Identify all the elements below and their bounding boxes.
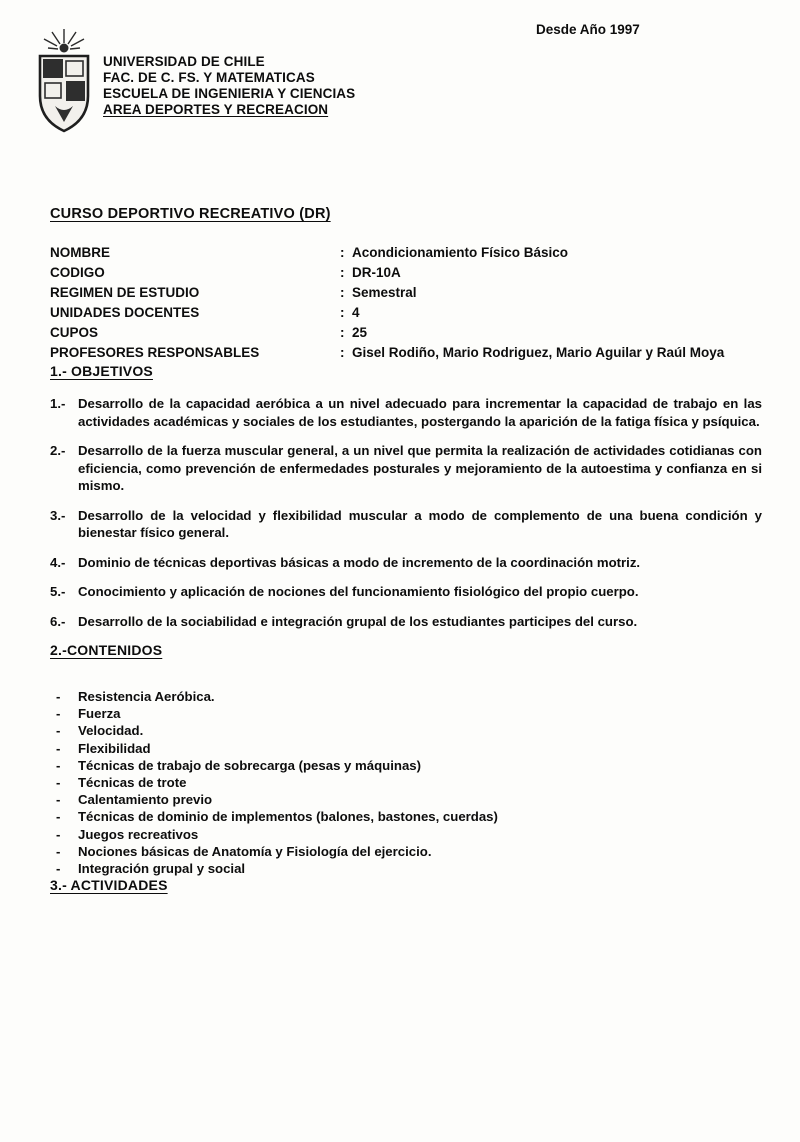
field-colon: :: [340, 285, 345, 300]
field-label: REGIMEN DE ESTUDIO: [50, 285, 200, 300]
field-label: UNIDADES DOCENTES: [50, 305, 200, 320]
objective-text: Desarrollo de la sociabilidad e integración grupal de los estudiantes participes del curso.: [78, 613, 638, 629]
content-dash: -: [56, 706, 61, 722]
field-colon: :: [340, 325, 345, 340]
objective-text: Desarrollo de la fuerza muscular general, a un nivel que permita la realización de actividades cotidianas con eficiencia, como prevención de enfermedades posturales y mejoramiento de la autoestima y confianza en si mismo.: [78, 443, 762, 493]
content-dash: -: [56, 843, 61, 859]
field-row-nombre: [50, 243, 762, 263]
letterhead: [33, 28, 355, 139]
content-item: [50, 808, 762, 825]
content-dash: -: [56, 809, 61, 825]
objective-number: 4.-: [50, 554, 66, 570]
content-dash: -: [56, 775, 61, 791]
content-item: [50, 757, 762, 774]
field-label: NOMBRE: [50, 245, 110, 260]
objective-number: 5.-: [50, 584, 66, 599]
objective-item: [50, 395, 762, 430]
field-value: Semestral: [352, 285, 417, 300]
field-value: Acondicionamiento Físico Básico: [352, 245, 569, 260]
objective-item: [50, 507, 762, 542]
objective-item: [50, 554, 762, 572]
field-value: Gisel Rodiño, Mario Rodriguez, Mario Aguilar y Raúl Moya: [352, 345, 725, 360]
content-text: Calentamiento previo: [78, 792, 213, 808]
institution-name: UNIVERSIDAD DE CHILE: [103, 54, 265, 69]
content-item: [50, 843, 762, 860]
objective-number: 6.-: [50, 613, 66, 629]
field-label: CODIGO: [50, 265, 105, 280]
objective-number: 3.-: [50, 507, 66, 523]
objectives-list: [50, 395, 762, 630]
institution-school: ESCUELA DE INGENIERIA Y CIENCIAS: [103, 86, 356, 101]
section-title-actividades: 3.- ACTIVIDADES: [50, 877, 168, 894]
content-text: Técnicas de trabajo de sobrecarga (pesas y máquinas): [78, 757, 422, 773]
field-value: 4: [352, 305, 360, 320]
content-dash: -: [56, 740, 61, 756]
field-value: DR-10A: [352, 265, 401, 280]
institution-area: AREA DEPORTES Y RECREACION: [103, 102, 329, 117]
content-dash: -: [56, 792, 61, 808]
university-crest-icon: [33, 28, 95, 134]
content-item: [50, 791, 762, 808]
objective-number: 2.-: [50, 443, 66, 458]
field-colon: :: [340, 245, 345, 260]
field-row-codigo: [50, 263, 762, 283]
content-text: Integración grupal y social: [78, 861, 246, 877]
content-item: [50, 860, 762, 877]
content-item: [50, 688, 762, 705]
document-body: [50, 206, 762, 893]
course-info-table: [50, 243, 762, 363]
contents-list: [50, 688, 762, 877]
section-title-objetivos: 1.- OBJETIVOS: [50, 363, 153, 379]
objective-text: Desarrollo de la velocidad y flexibilidad muscular a modo de complemento de una buena condición y bienestar físico general.: [78, 507, 762, 540]
content-item: [50, 705, 762, 722]
field-colon: :: [340, 305, 345, 320]
content-text: Flexibilidad: [78, 740, 151, 756]
field-row-regimen: [50, 283, 762, 303]
field-colon: :: [340, 345, 345, 360]
objective-item: [50, 613, 762, 631]
objective-item: [50, 442, 762, 495]
objective-number: 1.-: [50, 396, 66, 411]
content-text: Nociones básicas de Anatomía y Fisiología del ejercicio.: [78, 843, 432, 859]
content-dash: -: [56, 861, 61, 877]
content-text: Fuerza: [78, 706, 121, 722]
content-dash: -: [56, 723, 61, 739]
field-value: 25: [352, 325, 368, 340]
objective-text: Dominio de técnicas deportivas básicas a modo de incremento de la coordinación motriz.: [78, 554, 641, 570]
section-title-contenidos: 2.-CONTENIDOS: [50, 642, 163, 658]
objective-item: [50, 583, 762, 601]
content-dash: -: [56, 757, 61, 773]
content-text: Velocidad.: [78, 723, 144, 739]
objective-text: Desarrollo de la capacidad aeróbica a un nivel adecuado para incrementar la capacidad de trabajo en las actividades académicas y sociales de los estudiantes, postergando la aparición de la fatiga física y psíquica.: [78, 396, 762, 429]
content-dash: -: [56, 826, 61, 842]
field-row-unidades: [50, 303, 762, 323]
content-item: [50, 774, 762, 791]
course-title: CURSO DEPORTIVO RECREATIVO (DR): [50, 206, 331, 222]
objective-text: Conocimiento y aplicación de nociones del funcionamiento fisiológico del propio cuerpo.: [78, 584, 639, 599]
content-item: [50, 826, 762, 843]
content-text: Técnicas de dominio de implementos (balones, bastones, cuerdas): [78, 809, 498, 825]
since-year-text: Desde Año 1997: [536, 22, 640, 37]
institution-faculty: FAC. DE C. FS. Y MATEMATICAS: [103, 70, 315, 85]
field-row-profesores: [50, 343, 762, 363]
content-dash: -: [56, 689, 61, 704]
field-row-cupos: [50, 323, 762, 343]
content-item: [50, 740, 762, 757]
field-label: CUPOS: [50, 325, 99, 340]
institution-block: [103, 28, 355, 118]
content-text: Resistencia Aeróbica.: [78, 689, 215, 704]
university-logo: [33, 28, 95, 139]
content-text: Técnicas de trote: [78, 775, 187, 791]
content-text: Juegos recreativos: [78, 826, 199, 842]
content-item: [50, 722, 762, 739]
field-colon: :: [340, 265, 345, 280]
field-label: PROFESORES RESPONSABLES: [50, 345, 260, 360]
